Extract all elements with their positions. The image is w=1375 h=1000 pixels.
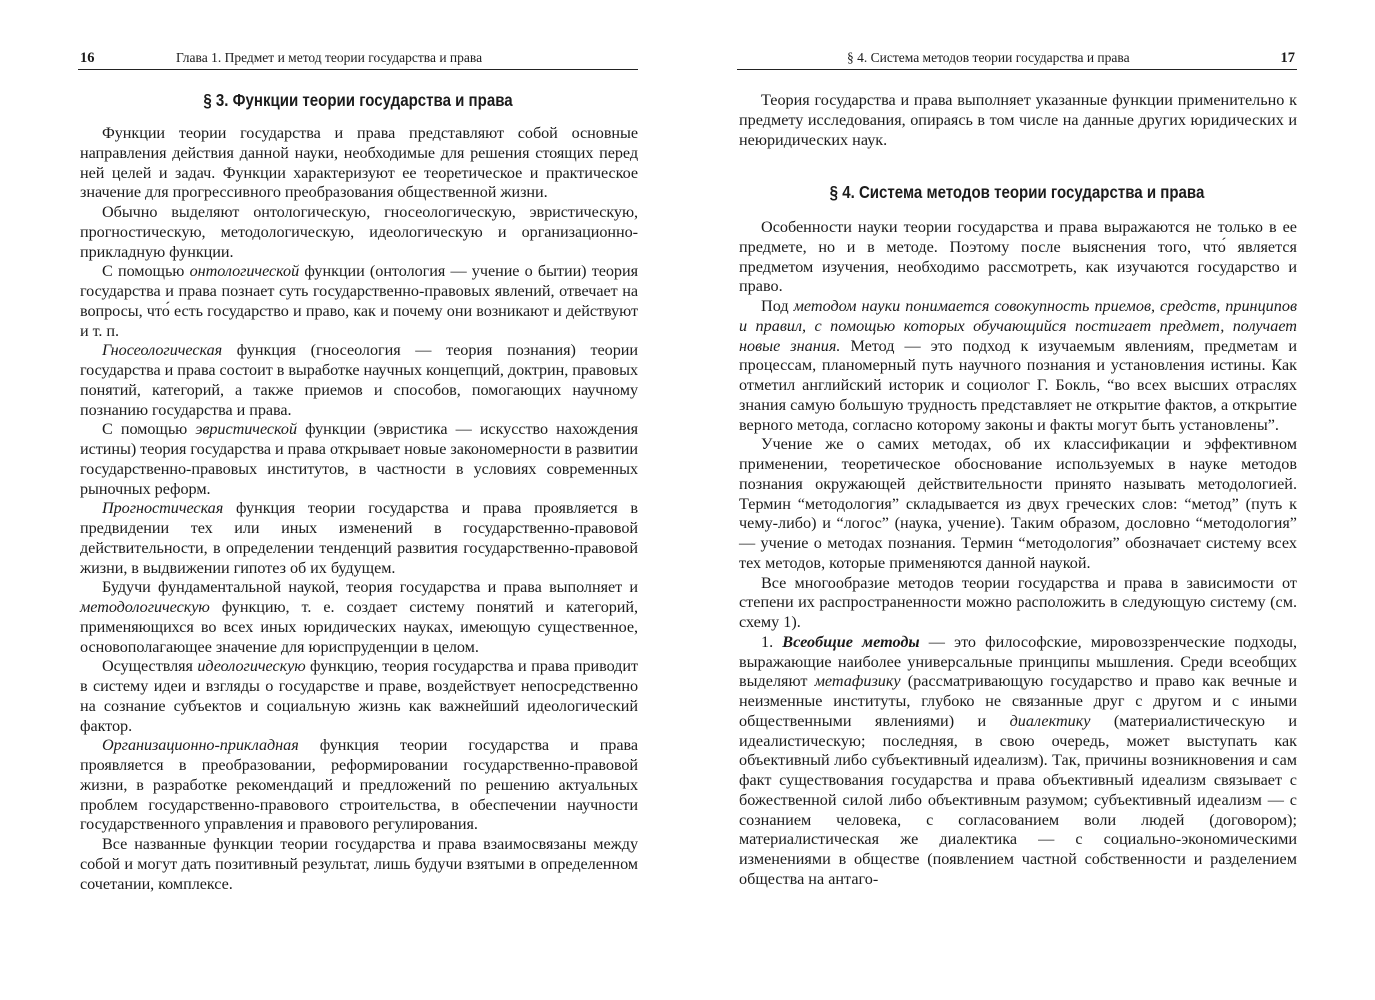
right-page-body — [739, 218, 1297, 890]
emphasized-term: диалектику — [1009, 711, 1091, 730]
body-paragraph — [739, 633, 1297, 890]
emphasized-term: методом науки понимается совокупность приемов, средств, принципов и правил, с помощью которых обучающийся постигает предмет, получает новые знания. — [739, 297, 1297, 355]
running-head-title-right: § 4. Система методов теории государства и права — [847, 50, 1130, 65]
body-paragraph — [80, 835, 638, 894]
emphasized-term: Прогностическая — [102, 499, 224, 518]
body-paragraph — [80, 203, 638, 262]
body-paragraph — [80, 657, 638, 736]
emphasized-term: эвристической — [195, 420, 298, 439]
running-head-left — [78, 49, 638, 70]
running-head-title-left: Глава 1. Предмет и метод теории государства и права — [176, 50, 483, 65]
emphasized-term: идеологическую — [197, 657, 306, 676]
paragraph-text: Все названные функции теории государства и права взаимосвязаны между собой и могут дать позитивный результат, лишь будучи взятыми в определенном сочетании, комплексе. — [80, 835, 638, 893]
paragraph-text: — это философские, мировоззренческие подходы, выражающие наиболее универсальные принципы мышления. Среди всеобщих выделяют — [739, 632, 1297, 691]
emphasized-term: методологическую — [80, 598, 210, 616]
paragraph-text: (материалистическую и идеалистическую; последняя, в свою очередь, может выступать как объективный либо субъективный идеализм). Так, причины возникновения и сам факт существования государства и права объективный идеализм связывает с божественной силой либо объективным разумом; субъективный идеализм — с сознанием человека, с согласованием воли людей (договором); материалистическая же диалектика — с социально-экономическими изменениями в обществе (появлением частной собственности и разделением общества на антаго- — [739, 711, 1297, 888]
body-paragraph — [739, 435, 1297, 573]
emphasized-term: Гносеологическая — [102, 341, 223, 360]
paragraph-text: функцию, т. е. создает систему понятий и категорий, применяющихся во всех иных юридических науках, имеющую существенное, основополагающее значение для юриспруденции в целом. — [80, 598, 638, 656]
left-page-body — [80, 124, 638, 894]
paragraph-text: функция (гносеология — теория познания) теории государства и права состоит в выработке научных концепций, доктрин, правовых понятий, категорий, а также приемов и способов, помогающих научному познанию государства и права. — [80, 341, 638, 419]
section-title-4: § 4. Система методов теории государства и права — [829, 182, 1205, 202]
right-page-top-text — [739, 91, 1297, 150]
paragraph-text: 1. — [761, 632, 783, 651]
paragraph-text: функцию, теория государства и права приводит в систему идеи и взгляды о государстве и праве, воздействует непосредственно на сознание субъектов и социальную жизнь как важнейший идеологический фактор. — [80, 657, 638, 735]
emphasized-term: онтологической — [189, 262, 300, 281]
paragraph-text: Учение же о самих методах, об их классификации и эффективном применении, теоретическое обоснование используемых в науке методов познания окружающей действительности принято называть методологией. Термин “методология” складывается из двух греческих слов: “метод” (путь к чему-либо) и “логос” (наука, учение). Таким образом, дословно “методология” — учение о методах познания. Термин “методология” обозначает систему всех тех методов, которые применяются данной наукой. — [739, 435, 1297, 572]
body-paragraph — [739, 297, 1297, 435]
paragraph-text: функция теории государства и права проявляется в предвидении тех или иных изменений в государственно-правовой действительности, в определении тенденций развития государственно-правовой жизни, в выдвижении гипотез об их будущем. — [80, 499, 638, 577]
paragraph-text: функция теории государства и права проявляется в преобразовании, реформировании государственно-правовой жизни, в разработке рекомендаций и предложений по решению актуальных проблем государственно-правового строительства, в обеспечении научности государственного управления и правового регулирования. — [80, 736, 638, 834]
body-paragraph — [80, 341, 638, 420]
body-paragraph — [80, 420, 638, 499]
body-paragraph — [80, 262, 638, 341]
section-title-3: § 3. Функции теории государства и права — [203, 90, 513, 110]
paragraph-text: Все многообразие методов теории государства и права в зависимости от степени их распространенности можно расположить в следующую систему (см. схему 1). — [739, 573, 1297, 631]
body-paragraph — [80, 736, 638, 835]
paragraph-text: функции (онтология — учение о бытии) теория государства и права познает суть государственно-правовых явлений, отвечает на вопросы, что́ есть государство и право, как и почему они возникают и действуют и т. п. — [80, 262, 638, 340]
paragraph-text: Особенности науки теории государства и права выражаются не только в ее предмете, но и в методе. Поэтому после выяснения того, что́ является предметом изучения, необходимо рассмотреть, как изучаются государство и право. — [739, 218, 1297, 296]
running-head-right — [737, 49, 1297, 70]
paragraph-text: Осуществляя — [102, 657, 198, 676]
paragraph-text: Метод — это подход к изучаемым явлениям, предметам и процессам, планомерный путь научного познания и установления истины. Как отметил английский историк и социолог Г. Бокль, “во всех высших отраслях знания самую большую трудность представляет не открытие фактов, а открытие верного метода, согласно которому законы и факты могут быть установлены”. — [739, 336, 1297, 434]
page-number-right: 17 — [1280, 50, 1295, 66]
paragraph-text: Функции теории государства и права представляют собой основные направления действия данной науки, необходимые для решения стоящих перед ней целей и задач. Функции характеризуют ее теоретическое и практическое значение для прогрессивного преобразования общественной жизни. — [80, 124, 638, 202]
emphasized-term: Всеобщие методы — [782, 632, 920, 651]
paragraph-text: Под — [761, 297, 794, 315]
emphasized-term: Организационно-прикладная — [102, 736, 299, 755]
body-paragraph — [80, 124, 638, 203]
paragraph-text: Будучи фундаментальной наукой, теория государства и права выполняет и — [102, 578, 638, 597]
right-page — [737, 0, 1297, 1000]
left-page — [78, 0, 638, 1000]
page-number-left: 16 — [80, 50, 95, 66]
paragraph-text: (рассматривающую государство и право как вечные и неизменные институты, глубоко не связанные друг с другом и с иными общественными явлениями) и — [739, 672, 1297, 730]
body-paragraph — [739, 91, 1297, 150]
paragraph-text: С помощью — [102, 262, 190, 281]
emphasized-term: метафизику — [814, 672, 901, 691]
paragraph-text: С помощью — [102, 420, 196, 439]
body-paragraph — [739, 574, 1297, 633]
paragraph-text: Обычно выделяют онтологическую, гносеологическую, эвристическую, прогностическую, методологическую, идеологическую и организационно-прикладную функции. — [80, 203, 638, 261]
paragraph-text: Теория государства и права выполняет указанные функции применительно к предмету исследования, опираясь в том числе на данные других юридических и неюридических наук. — [739, 91, 1297, 149]
paragraph-text: функции (эвристика — искусство нахождения истины) теория государства и права открывает новые закономерности в развитии государственно-правовых институтов, в частности в условиях современных рыночных реформ. — [80, 420, 638, 498]
body-paragraph — [739, 218, 1297, 297]
body-paragraph — [80, 578, 638, 657]
body-paragraph — [80, 499, 638, 578]
